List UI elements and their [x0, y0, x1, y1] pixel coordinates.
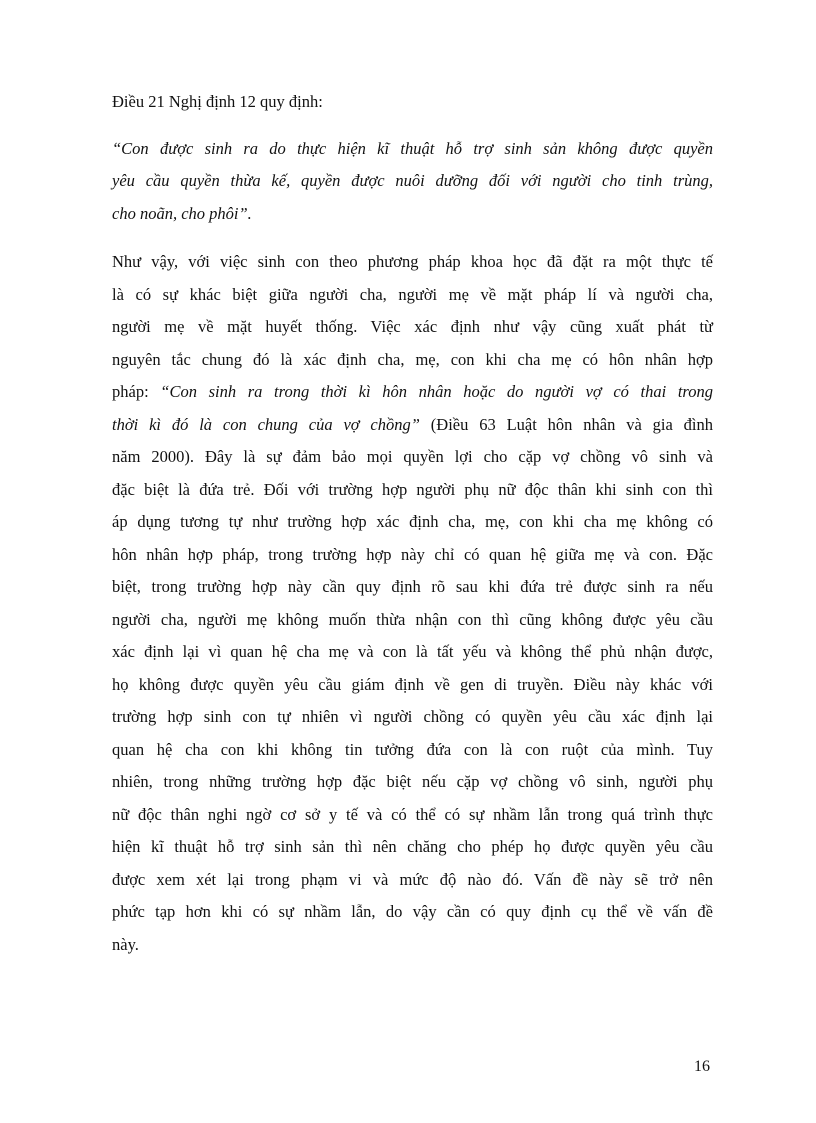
paragraph-line [112, 669, 713, 702]
paragraph-line [112, 409, 713, 442]
text-run: họ không được quyền yêu cầu giám định về gen di truyền. Điều này khác với [112, 674, 713, 694]
paragraph-line [112, 929, 713, 962]
italic-quote-run: “Con sinh ra trong thời kì hôn nhân hoặc do người vợ có thai trong [160, 382, 713, 401]
quote-line: cho noãn, cho phôi”. [112, 203, 252, 223]
paragraph-line [112, 864, 713, 897]
text-run: người cha, người mẹ không muốn thừa nhận con thì cũng không được yêu cầu [112, 609, 713, 629]
text-run: nhiên, trong những trường hợp đặc biệt nếu cặp vợ chồng vô sinh, người phụ [112, 772, 713, 791]
paragraph-line [112, 701, 713, 734]
text-run: là có sự khác biệt giữa người cha, người mẹ về mặt pháp lí và người cha, [112, 284, 713, 304]
paragraph-line [112, 506, 713, 539]
text-run: hiện kĩ thuật hỗ trợ sinh sản thì nên chăng cho phép họ được quyền yêu cầu [112, 837, 713, 856]
paragraph-line [112, 474, 713, 507]
page-number: 16 [694, 1058, 710, 1075]
text-run: (Điều 63 Luật hôn nhân và gia đình [419, 414, 713, 434]
text-run: năm 2000). Đây là sự đảm bảo mọi quyền lợi cho cặp vợ chồng vô sinh và [112, 447, 713, 466]
text-run: biệt, trong trường hợp này cần quy định rõ sau khi đứa trẻ được sinh ra nếu [112, 577, 713, 596]
paragraph-line [112, 246, 713, 279]
text-run: này. [112, 934, 139, 954]
text-run: quan hệ cha con khi không tin tưởng đứa con là con ruột của mình. Tuy [112, 739, 713, 759]
text-run: nữ độc thân nghi ngờ cơ sở y tế và có thể có sự nhầm lẫn trong quá trình thực [112, 804, 713, 824]
text-run: Như vậy, với việc sinh con theo phương pháp khoa học đã đặt ra một thực tế [112, 252, 713, 271]
paragraph-line [112, 311, 713, 344]
quote-line: “Con được sinh ra do thực hiện kĩ thuật hỗ trợ sinh sản không được quyền [112, 138, 713, 158]
text-run: pháp: [112, 382, 161, 401]
quote-line: yêu cầu quyền thừa kế, quyền được nuôi dưỡng đối với người cho tinh trùng, [112, 171, 713, 190]
text-run: nguyên tắc chung đó là xác định cha, mẹ, con khi cha mẹ có hôn nhân hợp [112, 349, 713, 369]
paragraph-line [112, 376, 713, 409]
paragraph-line [112, 571, 713, 604]
paragraph-line [112, 344, 713, 377]
text-run: đặc biệt là đứa trẻ. Đối với trường hợp người phụ nữ độc thân khi sinh con thì [112, 479, 713, 499]
body-paragraph [112, 246, 713, 961]
quote-block [112, 133, 713, 231]
text-run: xác định lại vì quan hệ cha mẹ và con là tất yếu và không thể phủ nhận được, [112, 642, 713, 661]
text-run: hôn nhân hợp pháp, trong trường hợp này chỉ có quan hệ giữa mẹ và con. Đặc [112, 544, 713, 564]
text-run: phức tạp hơn khi có sự nhầm lẫn, do vậy cần có quy định cụ thể về vấn đề [112, 902, 713, 921]
paragraph-line [112, 636, 713, 669]
text-run: được xem xét lại trong phạm vi và mức độ nào đó. Vấn đề này sẽ trở nên [112, 869, 713, 889]
paragraph-line [112, 766, 713, 799]
article-heading: Điều 21 Nghị định 12 quy định: [112, 92, 323, 111]
text-run: người mẹ về mặt huyết thống. Việc xác định như vậy cũng xuất phát từ [112, 317, 713, 336]
paragraph-line [112, 539, 713, 572]
paragraph-line [112, 441, 713, 474]
document-page [112, 86, 713, 961]
paragraph-line [112, 896, 713, 929]
italic-quote-run: thời kì đó là con chung của vợ chồng” [112, 414, 420, 434]
paragraph-line [112, 604, 713, 637]
paragraph-line [112, 279, 713, 312]
text-run: trường hợp sinh con tự nhiên vì người chồng có quyền yêu cầu xác định lại [112, 707, 713, 726]
text-run: áp dụng tương tự như trường hợp xác định cha, mẹ, con khi cha mẹ không có [112, 512, 713, 531]
paragraph-line [112, 799, 713, 832]
paragraph-line [112, 831, 713, 864]
paragraph-line [112, 734, 713, 767]
